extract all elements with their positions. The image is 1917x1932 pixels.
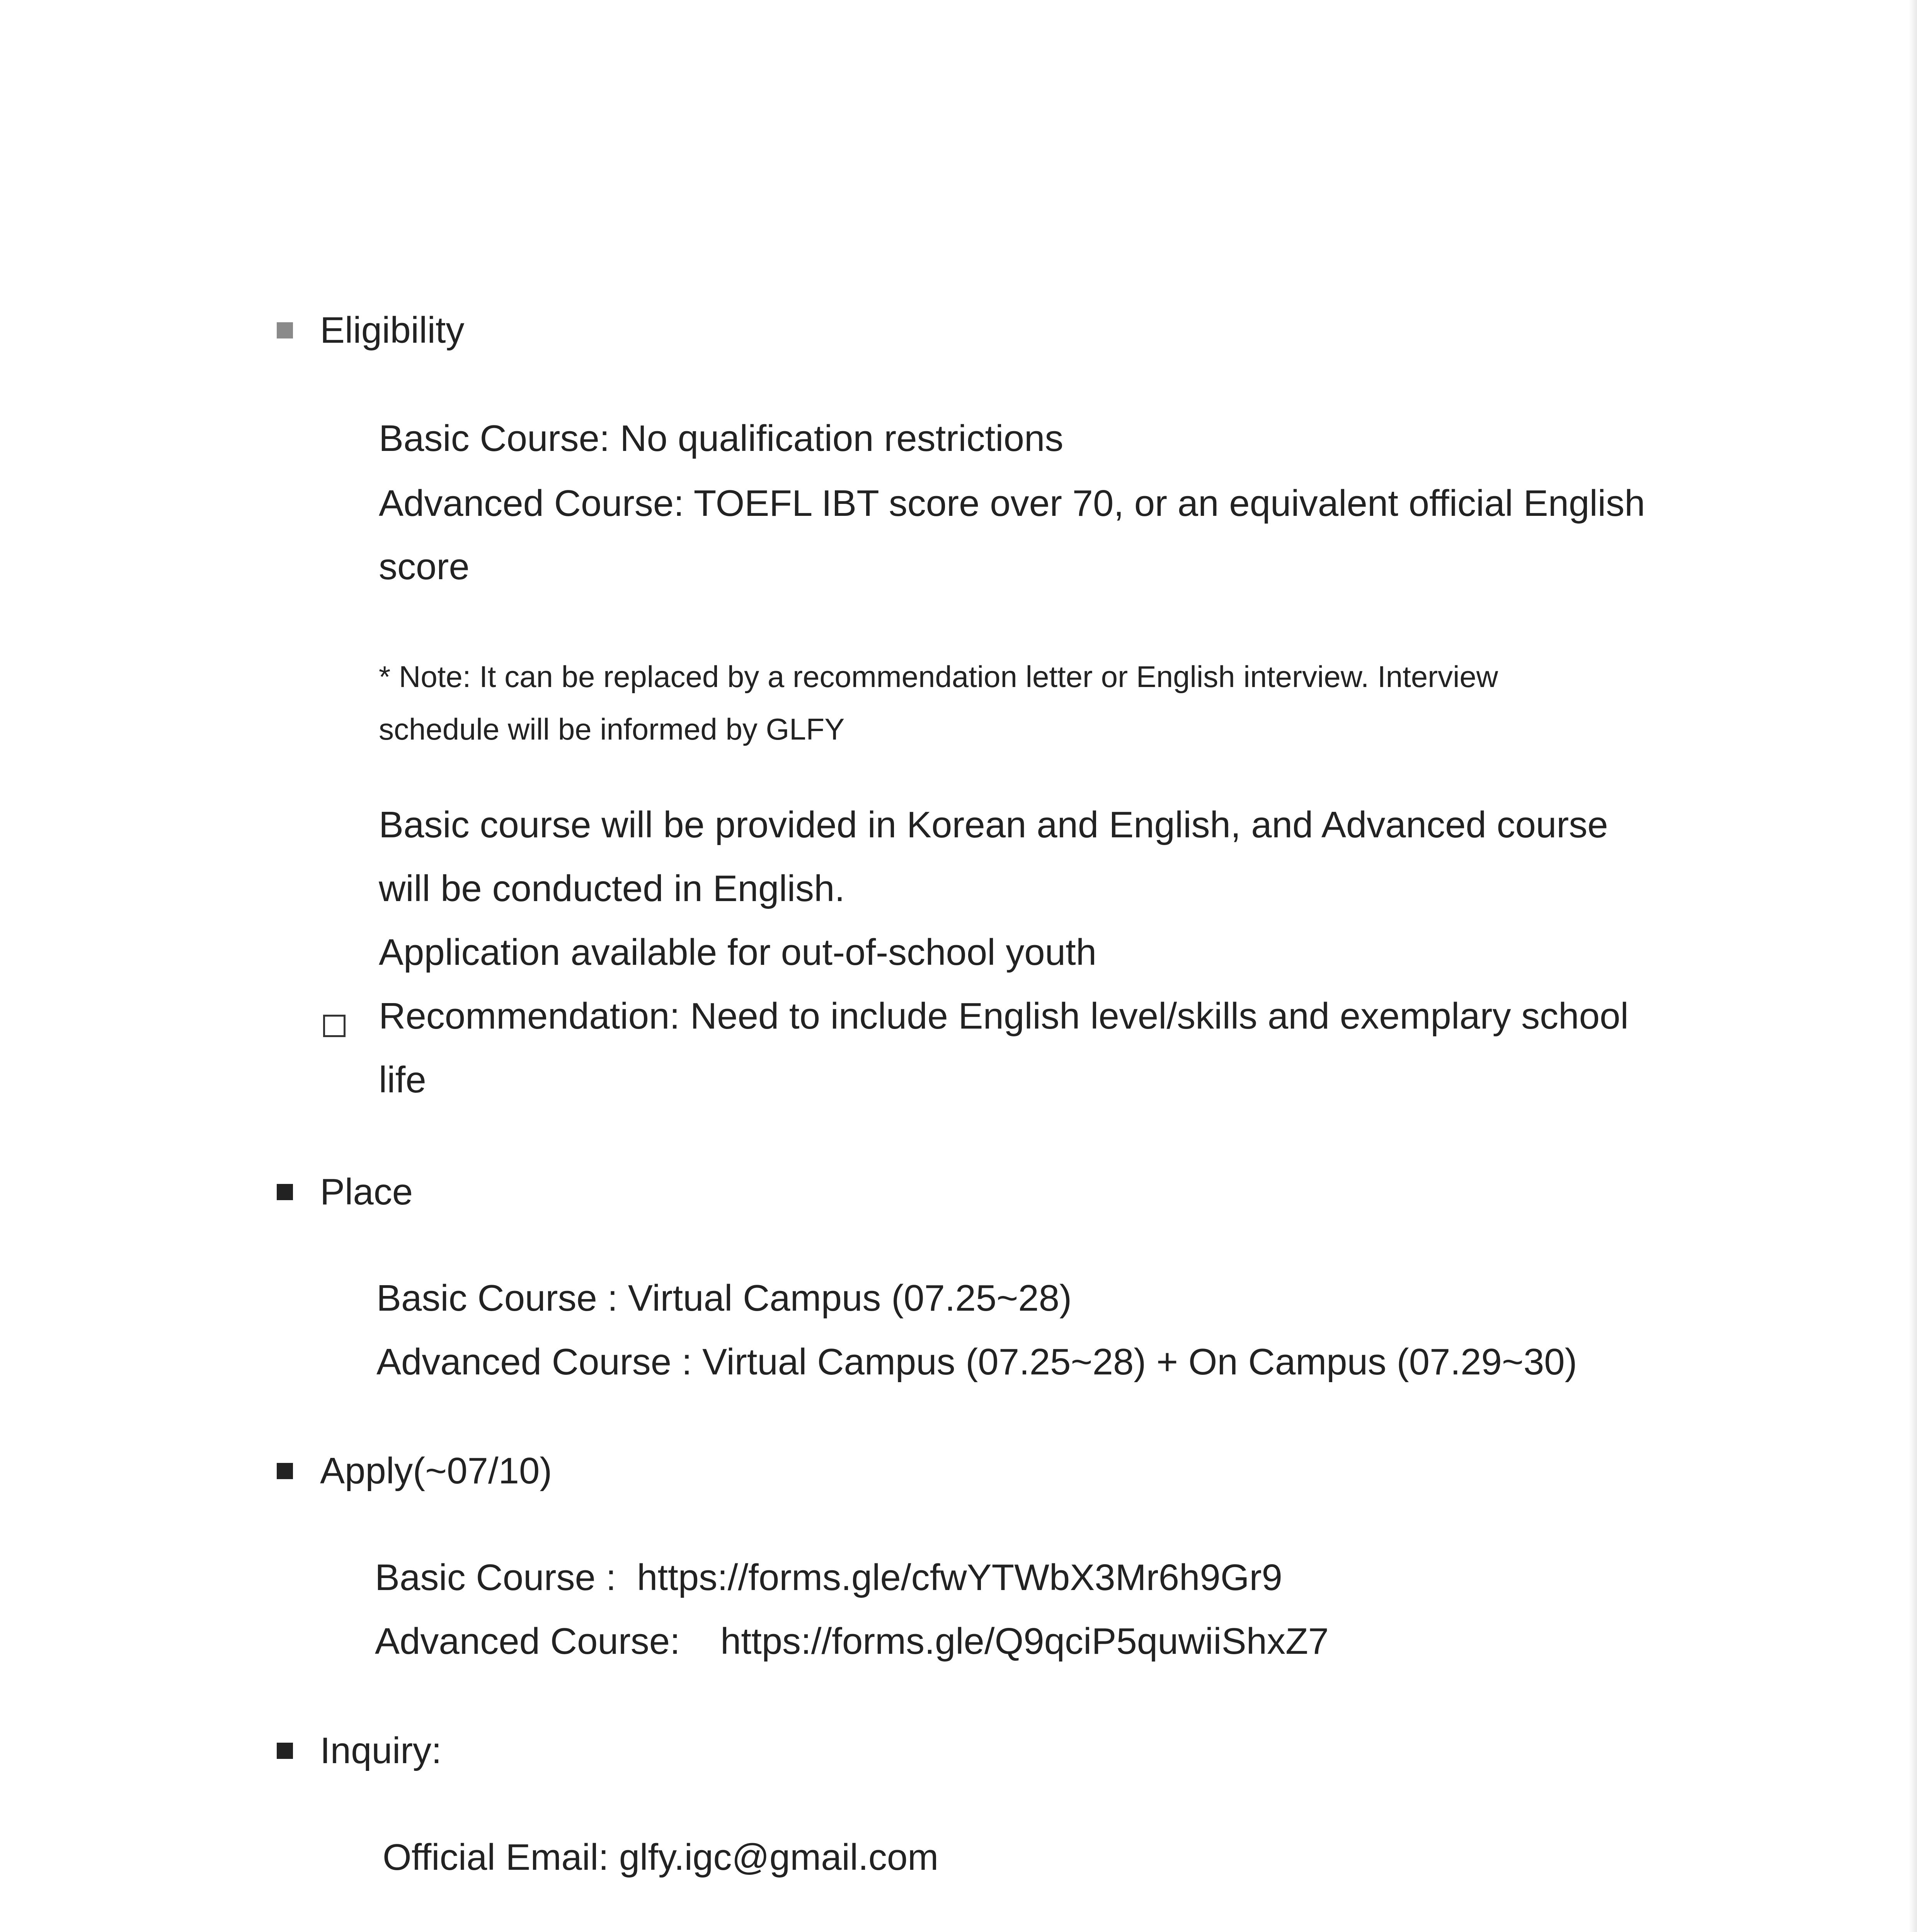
eligibility-advanced-line2: score — [379, 546, 470, 587]
apply-basic-link[interactable]: https://forms.gle/cfwYTWbX3Mr6h9Gr9 — [637, 1557, 1282, 1598]
place-advanced: Advanced Course : Virtual Campus (07.25~28) + On Campus (07.29~30) — [376, 1341, 1577, 1383]
apply-basic-label: Basic Course : — [375, 1557, 616, 1598]
apply-heading-text: Apply(~07/10) — [320, 1450, 552, 1492]
inquiry-email: Official Email: glfy.igc@gmail.com — [383, 1837, 939, 1878]
eligibility-recommendation-line1: Recommendation: Need to include English level/skills and exemplary school — [379, 995, 1629, 1037]
inquiry-heading-text: Inquiry: — [320, 1730, 442, 1771]
eligibility-recommendation-line2: life — [379, 1059, 426, 1100]
apply-advanced-label: Advanced Course: — [375, 1621, 680, 1662]
square-bullet-icon — [277, 1743, 293, 1759]
square-bullet-icon — [277, 1184, 293, 1200]
square-bullet-icon — [277, 1463, 293, 1479]
apply-heading — [277, 1450, 552, 1492]
page-edge-shadow — [1908, 0, 1917, 1932]
square-bullet-icon — [277, 322, 293, 338]
place-heading-text: Place — [320, 1171, 413, 1213]
inquiry-heading — [277, 1730, 442, 1772]
checkbox-icon — [323, 1015, 346, 1037]
eligibility-language-line1: Basic course will be provided in Korean and English, and Advanced course — [379, 804, 1608, 845]
eligibility-note-line2: schedule will be informed by GLFY — [379, 712, 845, 746]
eligibility-out-of-school: Application available for out-of-school youth — [379, 932, 1097, 973]
place-basic: Basic Course : Virtual Campus (07.25~28) — [376, 1277, 1072, 1319]
eligibility-advanced-line1: Advanced Course: TOEFL IBT score over 70, or an equivalent official English — [379, 483, 1645, 524]
eligibility-basic: Basic Course: No qualification restrictions — [379, 418, 1064, 459]
place-heading — [277, 1171, 413, 1213]
eligibility-language-line2: will be conducted in English. — [379, 868, 845, 909]
apply-advanced-link[interactable]: https://forms.gle/Q9qciP5quwiiShxZ7 — [720, 1621, 1329, 1662]
eligibility-note-line1: * Note: It can be replaced by a recommendation letter or English interview. Interview — [379, 660, 1498, 694]
eligibility-heading — [277, 309, 464, 352]
eligibility-heading-text: Eligibility — [320, 310, 465, 351]
